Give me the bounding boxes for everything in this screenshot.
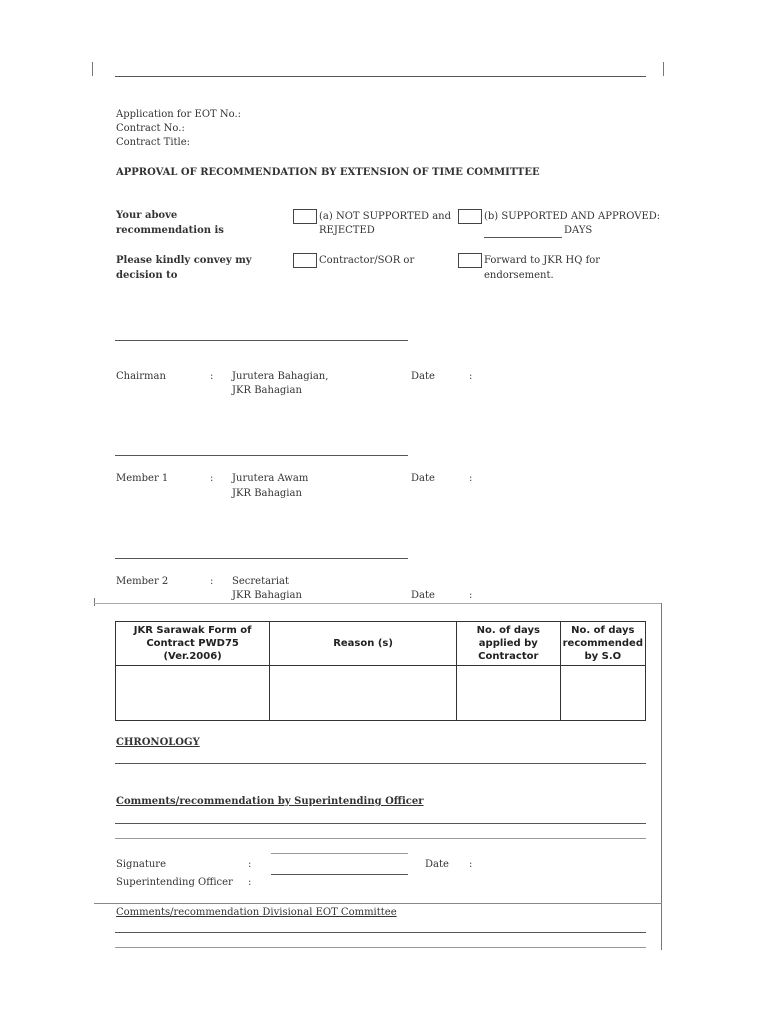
recommendation-label-line2: recommendation is [116,225,224,236]
table-header-form-of-contract: JKR Sarawak Form of Contract PWD75 (Ver.2006) [116,622,270,666]
option-a-label-line1: (a) NOT SUPPORTED and [319,211,451,222]
top-rule [115,76,646,77]
member1-role: Member 1 [116,473,169,484]
chairman-name-line1: Jurutera Bahagian, [232,371,329,382]
contract-no-label: Contract No.: [116,123,185,134]
table-cell-form-of-contract[interactable] [116,666,270,721]
divisional-line1[interactable] [115,932,646,933]
page-right-edge [661,603,662,950]
member1-name-line1: Jurutera Awam [232,473,309,484]
option-b-days-label: DAYS [564,225,593,236]
eot-table [115,621,646,721]
page-break-line [94,603,662,604]
days-blank-line[interactable] [484,237,562,238]
option-a-label-line2: REJECTED [319,225,375,236]
chairman-colon: : [210,371,214,382]
signature-line[interactable] [271,874,408,875]
so-date-label: Date [425,859,449,870]
superintending-officer-label: Superintending Officer [116,877,233,888]
contractor-sor-label: Contractor/SOR or [319,255,415,266]
member2-colon: : [210,576,214,587]
signature-colon: : [248,859,252,870]
chairman-signature-line[interactable] [115,340,408,341]
application-eot-label: Application for EOT No.: [116,109,242,120]
convey-label-line2: decision to [116,270,178,281]
right-margin-mark [663,62,664,76]
member1-date-label: Date [411,473,435,484]
member1-signature-line[interactable] [115,455,408,456]
chronology-line[interactable] [115,763,646,764]
member1-colon: : [210,473,214,484]
so-comments-line2[interactable] [115,838,646,839]
member1-date-colon: : [469,473,473,484]
table-cell-days-applied[interactable] [456,666,560,721]
forward-hq-label-line2: endorsement. [484,270,554,281]
table-cell-days-recommended[interactable] [560,666,645,721]
contract-title-label: Contract Title: [116,137,191,148]
member2-name-line1: Secretariat [232,576,290,587]
table-header-reason: Reason (s) [270,622,457,666]
page-break-mark [94,598,95,606]
forward-hq-label-line1: Forward to JKR HQ for [484,255,601,266]
contractor-sor-checkbox[interactable] [293,253,317,268]
superintending-officer-colon: : [248,877,252,888]
section-divider [94,903,662,904]
divisional-comments-heading: Comments/recommendation Divisional EOT Committee [116,907,397,918]
chairman-role: Chairman [116,371,166,382]
committee-heading: APPROVAL OF RECOMMENDATION BY EXTENSION OF TIME COMMITTEE [116,167,540,178]
left-margin-mark [92,62,93,76]
member2-date-colon: : [469,590,473,601]
table-cell-reason[interactable] [270,666,457,721]
chairman-name-line2: JKR Bahagian [232,385,302,396]
so-comments-line1[interactable] [115,823,646,824]
member2-role: Member 2 [116,576,169,587]
option-b-label: (b) SUPPORTED AND APPROVED: [484,211,661,222]
so-comments-heading: Comments/recommendation by Superintending Officer [116,796,424,807]
so-date-colon: : [469,859,473,870]
divisional-line2[interactable] [115,947,646,948]
table-header-row [116,622,646,666]
option-b-checkbox[interactable] [458,209,482,224]
signature-top-line [271,853,408,854]
chronology-heading: CHRONOLOGY [116,737,200,748]
table-header-days-applied: No. of days applied by Contractor [456,622,560,666]
recommendation-label-line1: Your above [116,210,178,221]
member2-name-line2: JKR Bahagian [232,590,302,601]
signature-label: Signature [116,859,167,870]
member2-signature-line[interactable] [115,558,408,559]
convey-label-line1: Please kindly convey my [116,255,252,266]
member1-name-line2: JKR Bahagian [232,488,302,499]
option-a-checkbox[interactable] [293,209,317,224]
chairman-date-label: Date [411,371,435,382]
forward-hq-checkbox[interactable] [458,253,482,268]
table-row [116,666,646,721]
table-header-days-recommended: No. of days recommended by S.O [560,622,645,666]
chairman-date-colon: : [469,371,473,382]
member2-date-label: Date [411,590,435,601]
